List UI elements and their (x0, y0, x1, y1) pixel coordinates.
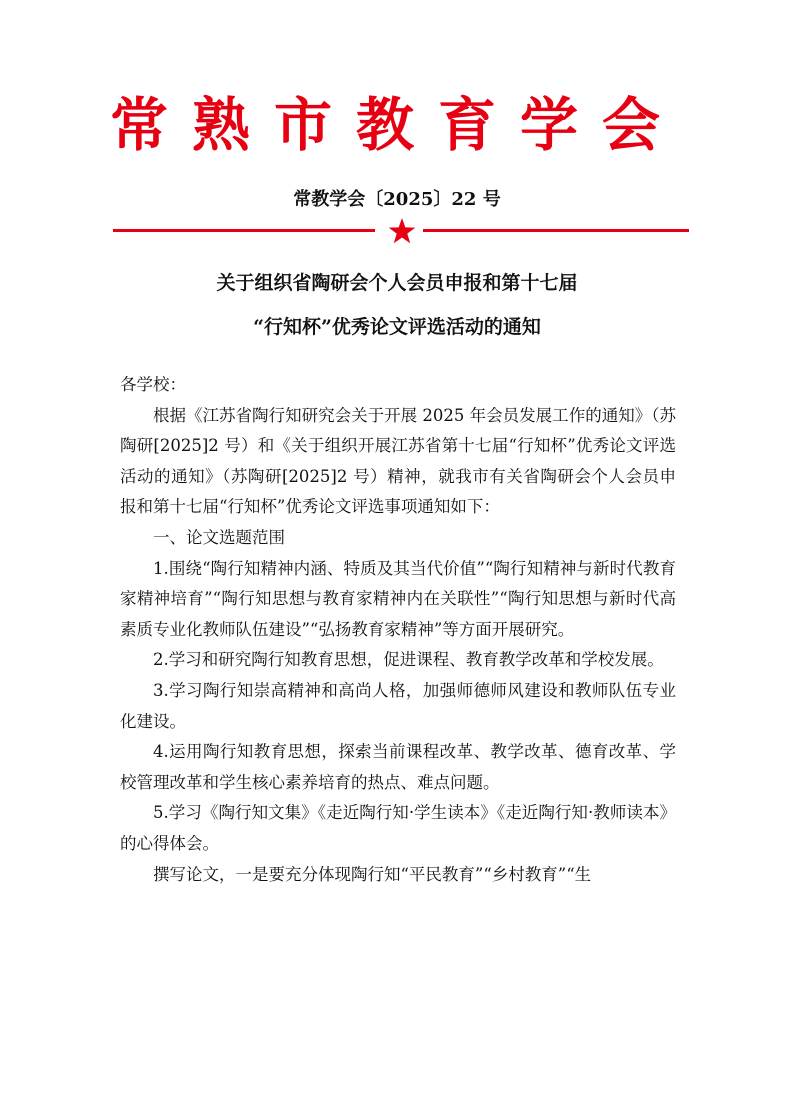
organization-header: 常熟市教育学会 (109, 91, 684, 159)
section-heading: 一、论文选题范围 (153, 527, 285, 547)
notice-title-line-2: “行知杯”优秀论文评选活动的通知 (253, 316, 541, 338)
salutation: 各学校： (120, 375, 186, 394)
divider-line-right (423, 229, 689, 232)
topic-item-2: 2.学习和研究陶行知教育思想，促进课程、教育教学改革和学校发展。 (153, 650, 664, 670)
header-divider (113, 218, 689, 244)
topic-item-3: 3.学习陶行知崇高精神和高尚人格，加强师德师风建设和教师队伍专业化建设。 (120, 680, 676, 731)
divider-line-left (113, 229, 375, 232)
notice-title-line-1: 关于组织省陶研会个人会员申报和第十七届 (216, 272, 578, 294)
topic-item-4: 4.运用陶行知教育思想，探索当前课程改革、教学改革、德育改革、学校管理改革和学生核心素养培育的热点、难点问题。 (120, 742, 676, 792)
document-number: 常教学会〔2025〕22 号 (293, 189, 501, 210)
closing-paragraph: 撰写论文，一是要充分体现陶行知“平民教育”“乡村教育”“生 (153, 864, 592, 884)
intro-paragraph: 根据《江苏省陶行知研究会关于开展 2025 年会员发展工作的通知》（苏陶研[2025]2 号）和《关于组织开展江苏省第十七届“行知杯”优秀论文评选活动的通知》（苏陶研[2025]2 号）精神，就我市有关省陶研会个人会员申报和第十七届“行知杯”优秀论文评选事项通知如下： (120, 405, 676, 517)
topic-item-5: 5.学习《陶行知文集》《走近陶行知·学生读本》《走近陶行知·教师读本》的心得体会。 (120, 803, 676, 853)
red-star-icon (388, 218, 416, 244)
notice-body (120, 370, 676, 890)
topic-item-1: 1.围绕“陶行知精神内涵、特质及其当代价值”“陶行知精神与新时代教育家精神培育”“陶行知思想与教育家精神内在关联性”“陶行知思想与新时代高素质专业化教师队伍建设”“弘扬教育家精神”等方面开展研究。 (120, 558, 676, 639)
